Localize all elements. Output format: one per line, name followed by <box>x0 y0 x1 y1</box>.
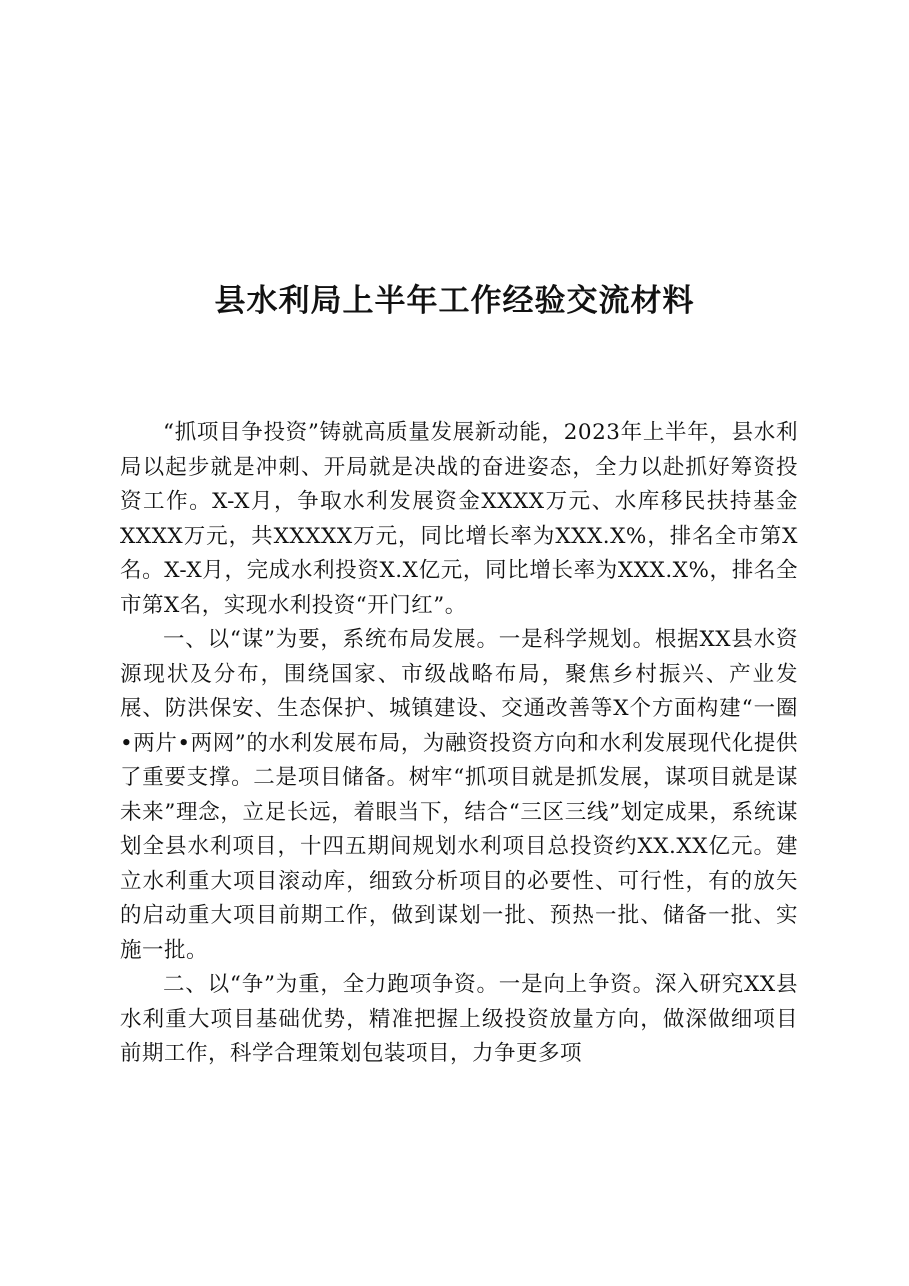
paragraph-section-two: 二、以“争”为重，全力跑项争资。一是向上争资。深入研究XX县水利重大项目基础优势，精准把握上级投资放量方向，做深做细项目前期工作，科学合理策划包装项目，力争更多项 <box>120 972 798 1066</box>
document-body <box>120 416 798 1072</box>
paragraph-section-one: 一、以“谋”为要，系统布局发展。一是科学规划。根据XX县水资源现状及分布，围绕国家、市级战略布局，聚焦乡村振兴、产业发展、防洪保安、生态保护、城镇建设、交通改善等X个方面构建“一圈•两片•两网”的水利发展布局，为融资投资方向和水利发展现代化提供了重要支撑。二是项目储备。树牢“抓项目就是抓发展，谋项目就是谋未来”理念，立足长远，着眼当下，结合“三区三线”划定成果，系统谋划全县水利项目，十四五期间规划水利项目总投资约XX.XX亿元。建立水利重大项目滚动库，细致分析项目的必要性、可行性，有的放矢的启动重大项目前期工作，做到谋划一批、预热一批、储备一批、实施一批。 <box>120 627 798 963</box>
document-title: 县水利局上半年工作经验交流材料 <box>214 283 695 319</box>
paragraph-intro: “抓项目争投资”铸就高质量发展新动能，2023年上半年，县水利局以起步就是冲刺、开局就是决战的奋进姿态，全力以赴抓好筹资投资工作。X-X月，争取水利发展资金XXXX万元、水库移民扶持基金XXXX万元，共XXXXX万元，同比增长率为XXX.X%，排名全市第X名。X-X月，完成水利投资X.X亿元，同比增长率为XXX.X%，排名全市第X名，实现水利投资“开门红”。 <box>120 420 798 618</box>
